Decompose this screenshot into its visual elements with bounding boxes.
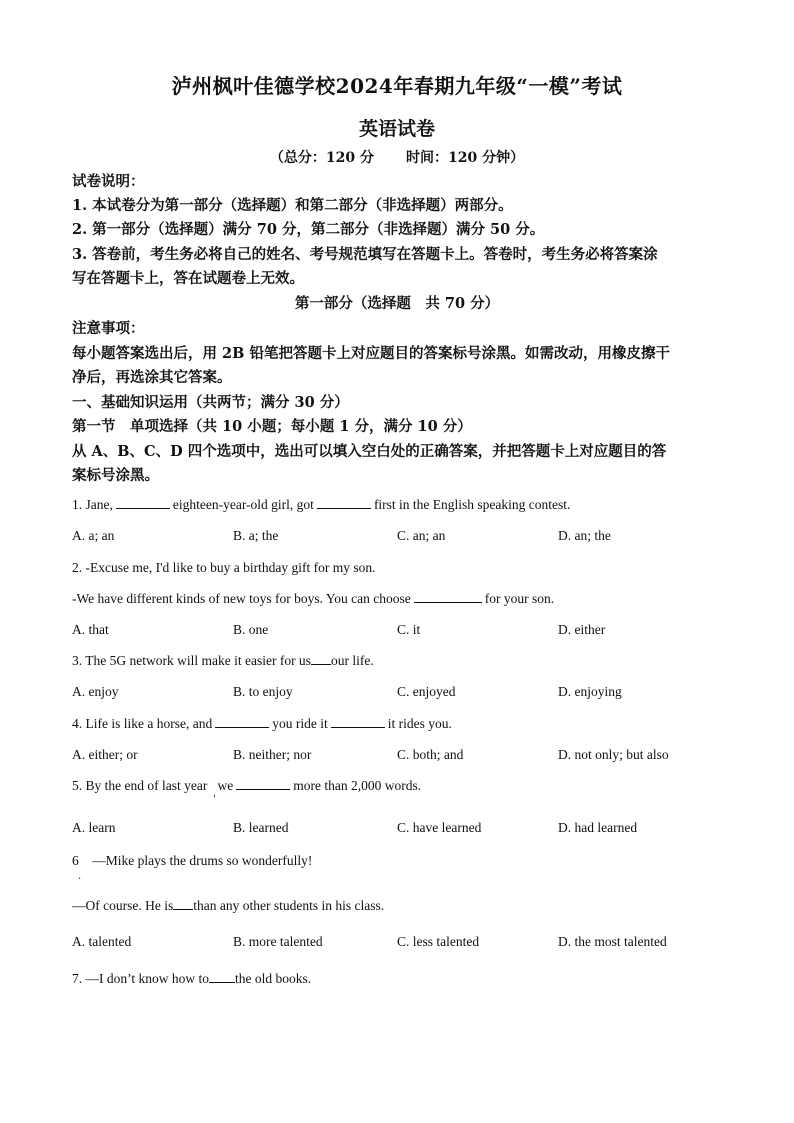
option-c: C. have learned [397, 820, 482, 835]
answer-blank[interactable] [311, 652, 331, 665]
options-6 [72, 933, 732, 951]
option-a: A. a; an [72, 528, 115, 543]
option-b: B. to enjoy [233, 684, 293, 699]
option-b: B. learned [233, 820, 289, 835]
instructions-heading: 试卷说明： [72, 173, 145, 190]
exam-title: 泸州枫叶佳德学校2024年春期九年级“一模”考试 [171, 74, 623, 98]
option-d: D. either [558, 622, 606, 637]
stray-mark: . [78, 871, 82, 882]
question-5: 5. By the end of last year we more than 2,000 words. [72, 778, 422, 793]
notice-2: 净后，再选涂其它答案。 [72, 369, 232, 386]
stray-mark: ' [213, 794, 216, 805]
notice-1: 每小题答案选出后，用 2B 铅笔把答题卡上对应题目的答案标号涂黑。如需改动，用橡皮擦干 [72, 345, 670, 362]
question-6-line-1: 6 —Mike plays the drums so wonderfully! [72, 853, 313, 868]
options-4 [72, 746, 732, 764]
instruction-2: 2. 第一部分（选择题）满分 70 分，第二部分（非选择题）满分 50 分。 [72, 221, 545, 238]
option-c: C. both; and [397, 747, 464, 762]
options-5 [72, 819, 732, 837]
exam-time: 时间：120 分钟） [406, 150, 525, 166]
score-time-line [0, 147, 794, 167]
options-1 [72, 527, 732, 545]
answer-blank[interactable] [215, 715, 269, 728]
option-c: C. it [397, 622, 421, 637]
option-b: B. one [233, 622, 269, 637]
option-a: A. that [72, 622, 109, 637]
option-a: A. either; or [72, 747, 138, 762]
directions-1: 从 A、B、C、D 四个选项中，选出可以填入空白处的正确答案，并把答题卡上对应题目的答 [72, 443, 667, 460]
directions-2: 案标号涂黑。 [72, 467, 159, 484]
option-c: C. enjoyed [397, 684, 456, 699]
option-c: C. less talented [397, 934, 480, 949]
question-2-line-2: -We have different kinds of new toys for boys. You can choose for your son. [72, 591, 555, 606]
option-a: A. enjoy [72, 684, 119, 699]
option-b: B. a; the [233, 528, 279, 543]
answer-blank[interactable] [173, 897, 193, 910]
option-d: D. had learned [558, 820, 638, 835]
option-d: D. an; the [558, 528, 611, 543]
question-7: 7. —I don’t know how to the old books. [72, 971, 312, 986]
option-d: D. enjoying [558, 684, 622, 699]
option-a: A. learn [72, 820, 116, 835]
option-d: D. not only; but also [558, 747, 669, 762]
answer-blank[interactable] [317, 496, 371, 509]
instruction-3b: 写在答题卡上，答在试题卷上无效。 [72, 270, 304, 287]
answer-blank[interactable] [209, 970, 235, 983]
answer-blank[interactable] [236, 777, 290, 790]
question-6-line-2: —Of course. He is than any other students in his class. [72, 898, 385, 913]
total-score: （总分：120 分 [269, 150, 374, 166]
question-4: 4. Life is like a horse, and you ride it it rides you. [72, 716, 452, 731]
section-heading: 一、基础知识运用（共两节；满分 30 分） [72, 394, 349, 411]
question-3: 3. The 5G network will make it easier for us our life. [72, 653, 374, 668]
answer-blank[interactable] [414, 590, 482, 603]
question-2-line-1: 2. -Excuse me, I'd like to buy a birthday gift for my son. [72, 560, 376, 575]
answer-blank[interactable] [116, 496, 170, 509]
subsection-heading: 第一节 单项选择（共 10 小题；每小题 1 分，满分 10 分） [72, 418, 472, 435]
question-1: 1. Jane, eighteen-year-old girl, got first in the English speaking contest. [72, 497, 571, 512]
option-d: D. the most talented [558, 934, 667, 949]
options-3 [72, 683, 732, 701]
part1-heading: 第一部分（选择题 共 70 分） [294, 295, 500, 312]
answer-blank[interactable] [331, 715, 385, 728]
option-b: B. neither; nor [233, 747, 312, 762]
instruction-1: 1. 本试卷分为第一部分（选择题）和第二部分（非选择题）两部分。 [72, 197, 513, 214]
option-b: B. more talented [233, 934, 323, 949]
options-2 [72, 621, 732, 639]
option-c: C. an; an [397, 528, 446, 543]
instruction-3a: 3. 答卷前，考生务必将自己的姓名、考号规范填写在答题卡上。答卷时，考生务必将答案涂 [72, 246, 658, 263]
option-a: A. talented [72, 934, 132, 949]
notice-heading: 注意事项： [72, 320, 145, 337]
exam-subtitle: 英语试卷 [358, 118, 435, 140]
